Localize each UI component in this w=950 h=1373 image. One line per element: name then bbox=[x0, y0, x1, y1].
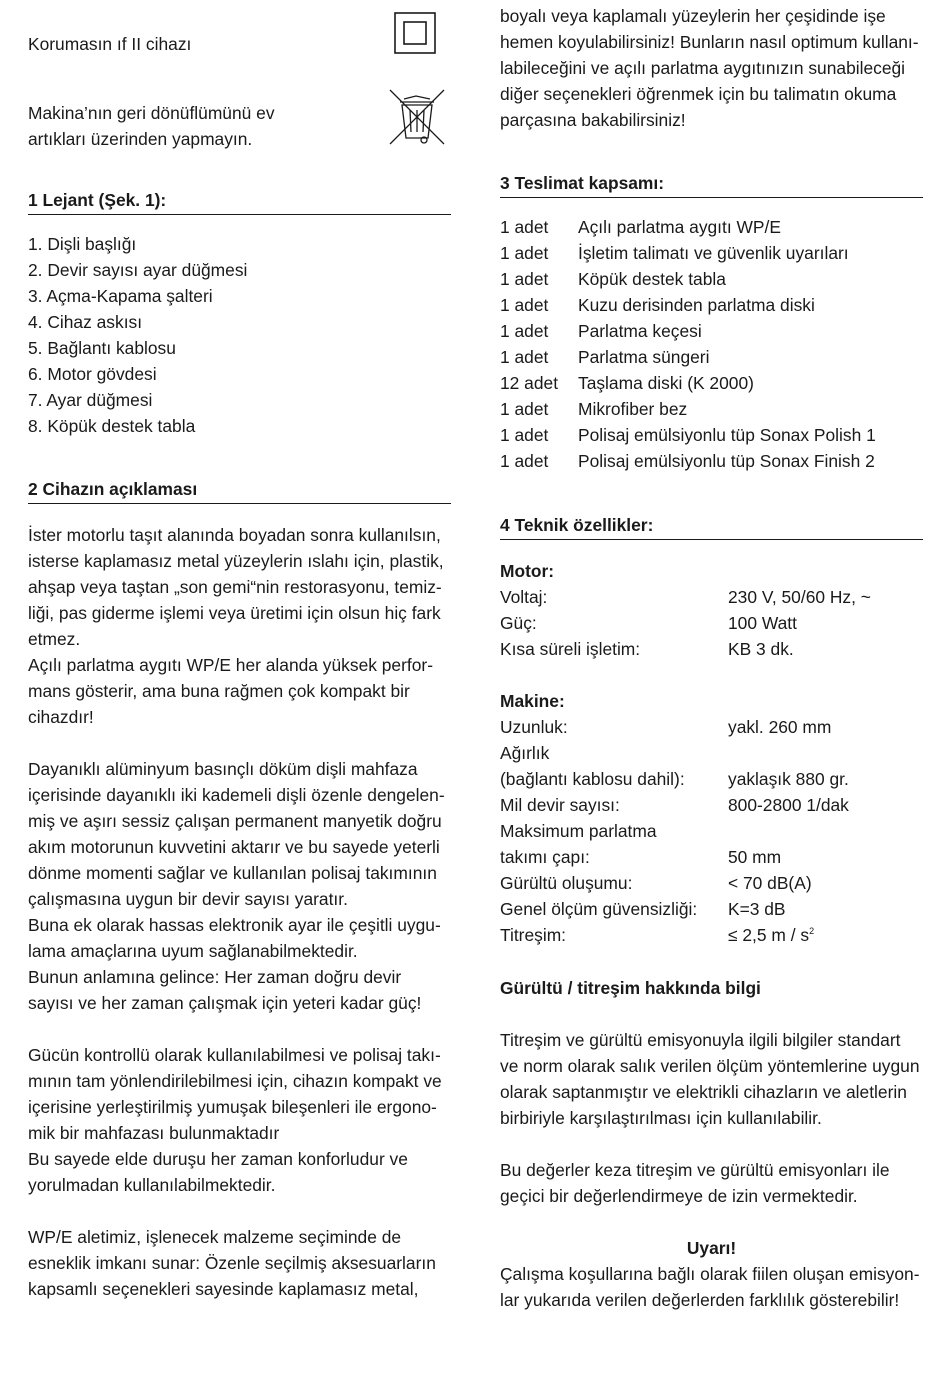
description-paragraph bbox=[28, 1224, 451, 1302]
spec-value: 230 V, 50/60 Hz, ~ bbox=[728, 587, 871, 607]
description-paragraph bbox=[28, 522, 451, 730]
text-line: liği, pas giderme işlemi veya üretimi için olsun hiç fark bbox=[28, 603, 441, 623]
delivery-row bbox=[500, 266, 923, 292]
text-line: Buna ek olarak hassas elektronik ayar ile çeşitli uygu- bbox=[28, 915, 441, 935]
spec-row bbox=[500, 922, 923, 948]
spec-value: 50 mm bbox=[728, 847, 782, 867]
delivery-list bbox=[500, 214, 923, 474]
warning-title: Uyarı! bbox=[686, 1238, 737, 1258]
text-line: çalışmasına uygun bir devir sayısı yaratır. bbox=[28, 889, 348, 909]
legend-item: 3. Açma-Kapama şalteri bbox=[28, 286, 213, 306]
spec-row bbox=[500, 870, 923, 896]
delivery-qty: 1 adet bbox=[500, 425, 549, 445]
text-line: geçici bir değerlendirmeye de izin vermektedir. bbox=[500, 1186, 858, 1206]
text-line: kapsamlı seçenekleri sayesinde kaplamasız metal, bbox=[28, 1279, 419, 1299]
noise-paragraph bbox=[500, 1157, 923, 1209]
spec-value bbox=[728, 922, 814, 948]
text-line: mik bir mahfazası bulunmaktadır bbox=[28, 1123, 280, 1143]
spec-label: Genel ölçüm güvensizliği: bbox=[500, 899, 698, 919]
text-line: Titreşim ve gürültü emisyonuyla ilgili bilgiler standart bbox=[500, 1030, 901, 1050]
text-line: olarak saptanmıştır ve elektrikli cihazların ve aletlerin bbox=[500, 1082, 907, 1102]
spec-label: Mil devir sayısı: bbox=[500, 795, 620, 815]
text-line: Bu sayede elde duruşu her zaman konforludur ve bbox=[28, 1149, 408, 1169]
text-line: ve norm olarak salık verilen ölçüm yöntemlerine uygun bbox=[500, 1056, 920, 1076]
text-line: diğer seçenekleri öğrenmek için bu talimatın okuma bbox=[500, 84, 897, 104]
vibration-exponent: 2 bbox=[809, 926, 815, 936]
legend-item: 1. Dişli başlığı bbox=[28, 234, 137, 254]
text-line: etmez. bbox=[28, 629, 81, 649]
delivery-item: Polisaj emülsiyonlu tüp Sonax Polish 1 bbox=[578, 425, 876, 445]
spec-row bbox=[500, 636, 923, 662]
text-line: Bunun anlamına gelince: Her zaman doğru devir bbox=[28, 967, 402, 987]
text-line: isterse kaplamasız metal yüzeylerin ıslahı için, plastik, bbox=[28, 551, 444, 571]
delivery-row bbox=[500, 292, 923, 318]
delivery-qty: 1 adet bbox=[500, 269, 549, 289]
legend-heading: 1 Lejant (Şek. 1): bbox=[28, 187, 451, 215]
delivery-qty: 1 adet bbox=[500, 451, 549, 471]
text-line: boyalı veya kaplamalı yüzeylerin her çeşidinde işe bbox=[500, 6, 886, 26]
specs-motor bbox=[500, 558, 923, 662]
delivery-item: Parlatma süngeri bbox=[578, 347, 710, 367]
spec-row bbox=[500, 766, 923, 792]
text-line: parçasına bakabilirsiniz! bbox=[500, 110, 686, 130]
spec-label: Güç: bbox=[500, 613, 537, 633]
legend-item: 4. Cihaz askısı bbox=[28, 312, 143, 332]
delivery-qty: 1 adet bbox=[500, 243, 549, 263]
delivery-row bbox=[500, 448, 923, 474]
text-line: cihazdır! bbox=[28, 707, 94, 727]
recycle-note-line: Makina’nın geri dönüflümünü ev bbox=[28, 103, 275, 123]
specs-motor-heading: Motor: bbox=[500, 561, 555, 581]
text-line: yorulmadan kullanılabilmektedir. bbox=[28, 1175, 276, 1195]
legend-item: 6. Motor gövdesi bbox=[28, 364, 157, 384]
text-line: miş ve aşırı sessiz çalışan permanent manyetik doğru bbox=[28, 811, 442, 831]
text-line: İster motorlu taşıt alanında boyadan sonra kullanılsın, bbox=[28, 525, 441, 545]
spec-row bbox=[500, 584, 923, 610]
delivery-item: Polisaj emülsiyonlu tüp Sonax Finish 2 bbox=[578, 451, 875, 471]
spec-row bbox=[500, 818, 923, 844]
description-heading: 2 Cihazın açıklaması bbox=[28, 476, 451, 504]
spec-row bbox=[500, 844, 923, 870]
spec-value: yakl. 260 mm bbox=[728, 717, 832, 737]
text-line: lar yukarıda verilen değerlerden farklılık gösterebilir! bbox=[500, 1290, 900, 1310]
text-line: birbiriyle karşılaştırılması için kullanılabilir. bbox=[500, 1108, 822, 1128]
recycle-note-line: artıkları üzerinden yapmayın. bbox=[28, 129, 253, 149]
text-line: ahşap veya taştan „son gemi“nin restorasyonu, temiz- bbox=[28, 577, 442, 597]
specs-machine bbox=[500, 688, 923, 948]
spec-label: Gürültü oluşumu: bbox=[500, 873, 633, 893]
spec-value: < 70 dB(A) bbox=[728, 873, 812, 893]
text-line: mans gösterir, ama buna rağmen çok kompakt bir bbox=[28, 681, 410, 701]
delivery-item: Köpük destek tabla bbox=[578, 269, 726, 289]
delivery-item: Açılı parlatma aygıtı WP/E bbox=[578, 217, 781, 237]
description-paragraph-continued bbox=[500, 3, 923, 133]
legend-item: 8. Köpük destek tabla bbox=[28, 416, 196, 436]
delivery-row bbox=[500, 396, 923, 422]
delivery-heading: 3 Teslimat kapsamı: bbox=[500, 170, 923, 198]
spec-value: KB 3 dk. bbox=[728, 639, 794, 659]
delivery-row bbox=[500, 214, 923, 240]
delivery-qty: 1 adet bbox=[500, 321, 549, 341]
text-line: labileceğini ve açılı parlatma aygıtınızın sunabileceği bbox=[500, 58, 906, 78]
spec-row bbox=[500, 896, 923, 922]
delivery-item: Mikrofiber bez bbox=[578, 399, 688, 419]
description-paragraph bbox=[28, 756, 451, 1016]
spec-row bbox=[500, 610, 923, 636]
delivery-qty: 12 adet bbox=[500, 373, 559, 393]
text-line: içerisinde dayanıklı iki kademeli dişli özenle dengelen- bbox=[28, 785, 445, 805]
spec-row bbox=[500, 714, 923, 740]
noise-paragraph bbox=[500, 1027, 923, 1131]
legend-item: 7. Ayar düğmesi bbox=[28, 390, 153, 410]
crossed-out-wheelie-bin-icon bbox=[386, 86, 448, 148]
text-line: hemen koyulabilirsiniz! Bunların nasıl optimum kullanı- bbox=[500, 32, 919, 52]
noise-heading: Gürültü / titreşim hakkında bilgi bbox=[500, 978, 761, 998]
delivery-qty: 1 adet bbox=[500, 295, 549, 315]
text-line: akım motorunun kuvvetini aktarır ve bu sayede yeterli bbox=[28, 837, 440, 857]
spec-label: Maksimum parlatma bbox=[500, 821, 657, 841]
text-line: WP/E aletimiz, işlenecek malzeme seçiminde de bbox=[28, 1227, 402, 1247]
spec-row bbox=[500, 740, 923, 766]
text-line: lama amaçlarına uyum sağlanabilmektedir. bbox=[28, 941, 358, 961]
text-line: dönme momenti sağlar ve kullanılan polisaj takımının bbox=[28, 863, 437, 883]
warning-text bbox=[500, 1261, 923, 1313]
text-line: içerisine yerleştirilmiş yumuşak bileşenleri ile ergono- bbox=[28, 1097, 437, 1117]
spec-label: Uzunluk: bbox=[500, 717, 568, 737]
specs-heading: 4 Teknik özellikler: bbox=[500, 512, 923, 540]
spec-label: Kısa süreli işletim: bbox=[500, 639, 641, 659]
delivery-qty: 1 adet bbox=[500, 217, 549, 237]
delivery-item: Parlatma keçesi bbox=[578, 321, 702, 341]
spec-value: K=3 dB bbox=[728, 899, 786, 919]
text-line: Dayanıklı alüminyum basınçlı döküm dişli mahfaza bbox=[28, 759, 418, 779]
delivery-item: İşletim talimatı ve güvenlik uyarıları bbox=[578, 243, 849, 263]
spec-label: Titreşim: bbox=[500, 925, 567, 945]
text-line: sayısı ve her zaman çalışmak için yeteri kadar güç! bbox=[28, 993, 422, 1013]
delivery-row bbox=[500, 240, 923, 266]
spec-label: Ağırlık bbox=[500, 743, 550, 763]
double-square-icon bbox=[394, 12, 436, 54]
text-line: mının tam yönlendirilebilmesi için, cihazın kompakt ve bbox=[28, 1071, 442, 1091]
vibration-value: ≤ 2,5 m / s bbox=[728, 925, 810, 945]
text-line: Bu değerler keza titreşim ve gürültü emisyonları ile bbox=[500, 1160, 890, 1180]
spec-row bbox=[500, 792, 923, 818]
spec-value: 100 Watt bbox=[728, 613, 797, 633]
legend-item: 5. Bağlantı kablosu bbox=[28, 338, 176, 358]
delivery-row bbox=[500, 370, 923, 396]
spec-value: yaklaşık 880 gr. bbox=[728, 769, 849, 789]
text-line: Çalışma koşullarına bağlı olarak fiilen oluşan emisyon- bbox=[500, 1264, 920, 1284]
delivery-row bbox=[500, 344, 923, 370]
delivery-row bbox=[500, 318, 923, 344]
legend-item: 2. Devir sayısı ayar düğmesi bbox=[28, 260, 248, 280]
delivery-qty: 1 adet bbox=[500, 399, 549, 419]
spec-label: takımı çapı: bbox=[500, 847, 590, 867]
spec-label: Voltaj: bbox=[500, 587, 548, 607]
delivery-item: Kuzu derisinden parlatma diski bbox=[578, 295, 815, 315]
text-line: Gücün kontrollü olarak kullanılabilmesi ve polisaj takı- bbox=[28, 1045, 441, 1065]
delivery-row bbox=[500, 422, 923, 448]
specs-machine-heading: Makine: bbox=[500, 691, 565, 711]
text-line: Açılı parlatma aygıtı WP/E her alanda yüksek perfor- bbox=[28, 655, 433, 675]
spec-value: 800-2800 1/dak bbox=[728, 795, 849, 815]
text-line: esneklik imkanı sunar: Özenle seçilmiş aksesuarların bbox=[28, 1253, 436, 1273]
delivery-qty: 1 adet bbox=[500, 347, 549, 367]
class2-label: Korumasın ıf II cihazı bbox=[28, 34, 192, 54]
legend-list bbox=[28, 231, 451, 439]
delivery-item: Taşlama diski (K 2000) bbox=[578, 373, 754, 393]
description-paragraph bbox=[28, 1042, 451, 1198]
spec-label: (bağlantı kablosu dahil): bbox=[500, 769, 685, 789]
